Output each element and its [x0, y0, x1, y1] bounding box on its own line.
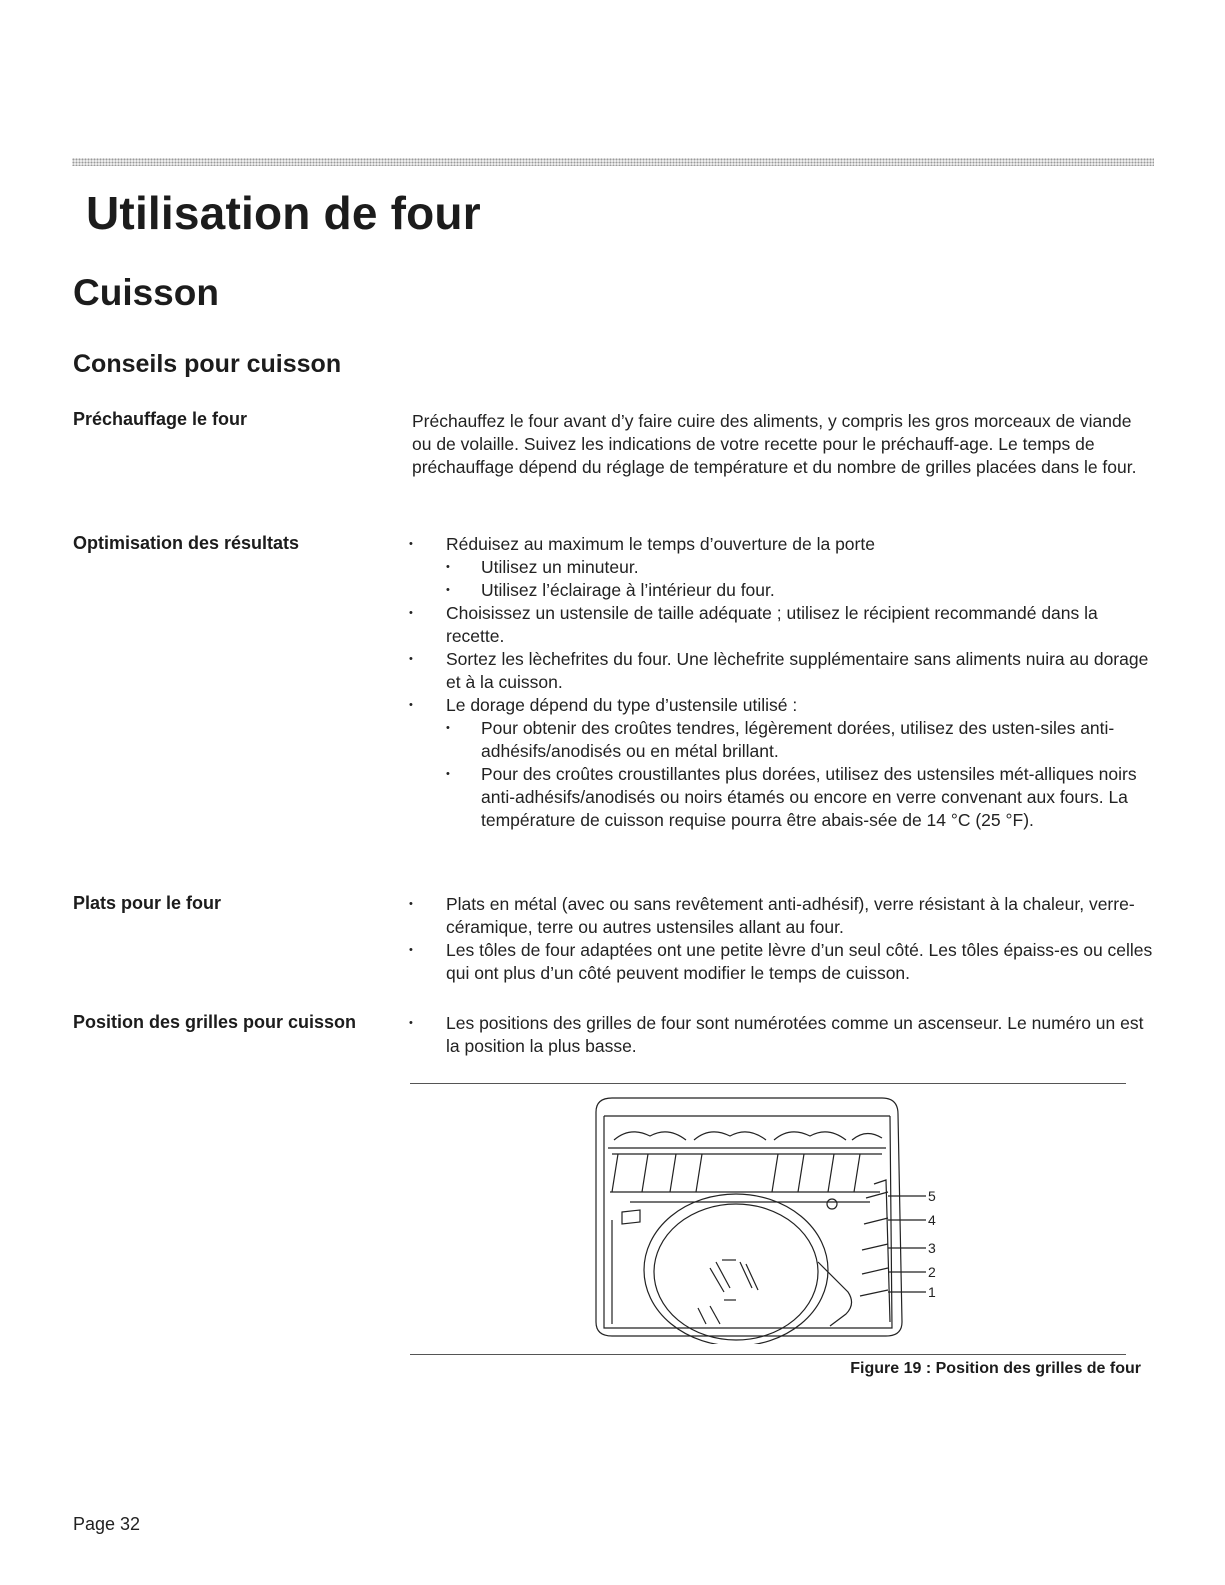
list-item: • Choisissez un ustensile de taille adéquate ; utilisez le récipient recommandé dans la recette.: [409, 602, 1153, 648]
list-item: • Plats en métal (avec ou sans revêtement anti-adhésif), verre résistant à la chaleur, verre-céramique, terre ou autres ustensiles allant au four.: [409, 893, 1153, 939]
page-title: Utilisation de four: [86, 187, 481, 239]
figure-top-rule: [410, 1083, 1126, 1084]
section-title: Cuisson: [73, 272, 219, 313]
rack-number-2: 2: [928, 1264, 936, 1280]
sub-list-item: • Pour obtenir des croûtes tendres, légèrement dorées, utilisez des usten-siles anti-adhésifs/anodisés ou en métal brillant.: [446, 717, 1153, 763]
page-number: Page 32: [73, 1514, 141, 1534]
optimisation-label: Optimisation des résultats: [73, 533, 300, 553]
figure-caption: Figure 19 : Position des grilles de four: [850, 1360, 1141, 1377]
list-item: • Les tôles de four adaptées ont une petite lèvre d’un seul côté. Les tôles épaiss-es ou celles qui ont plus d’un côté peuvent modifier le temps de cuisson.: [409, 939, 1153, 985]
sub-list-item: • Pour des croûtes croustillantes plus dorées, utilisez des ustensiles mét-alliques noirs anti-adhésifs/anodisés ou noirs étamés ou encore en verre convenant aux fours. La température de cuisson requise pourra être abais-sée de 14 °C (25 °F).: [446, 763, 1153, 832]
sub-list: [446, 717, 1153, 832]
list-item: • Les positions des grilles de four sont numérotées comme un ascenseur. Le numéro un est la position la plus basse.: [409, 1012, 1153, 1058]
dotted-header-rule: [72, 158, 1154, 166]
oven-rack-diagram: [590, 1092, 950, 1344]
subsection-title: Conseils pour cuisson: [73, 350, 342, 378]
plats-list: [409, 893, 1153, 985]
preheat-label: Préchauffage le four: [73, 409, 248, 429]
rack-number-4: 4: [928, 1212, 936, 1228]
sub-list-item: • Utilisez l’éclairage à l’intérieur du four.: [446, 579, 1153, 602]
sub-list: [446, 556, 1153, 602]
rack-number-3: 3: [928, 1240, 936, 1256]
rack-number-1: 1: [928, 1284, 936, 1300]
preheat-text: Préchauffez le four avant d’y faire cuire des aliments, y compris les gros morceaux de viande ou de volaille. Suivez les indications de votre recette pour le préchauff-age. Le temps de préchauffage dépend du réglage de température et du nombre de grilles placées dans le four.: [412, 411, 1137, 477]
sub-list-item: • Utilisez un minuteur.: [446, 556, 1153, 579]
grilles-label: Position des grilles pour cuisson: [73, 1012, 357, 1032]
plats-label: Plats pour le four: [73, 893, 222, 913]
list-item: • Sortez les lèchefrites du four. Une lèchefrite supplémentaire sans aliments nuira au dorage et à la cuisson.: [409, 648, 1153, 694]
rack-number-5: 5: [928, 1188, 936, 1204]
optimisation-list: [409, 533, 1153, 832]
figure-bottom-rule: [410, 1354, 1126, 1355]
grilles-list: [409, 1012, 1153, 1058]
list-item: • Réduisez au maximum le temps d’ouverture de la porte • Utilisez un minuteur. • Utilisez l’éclairage à l’intérieur du four.: [409, 533, 1153, 602]
list-item: • Le dorage dépend du type d’ustensile utilisé : • Pour obtenir des croûtes tendres, légèrement dorées, utilisez des usten-siles anti-adhésifs/anodisés ou en métal brillant. • Pour des croûtes croustillantes plus dorées, utilisez des ustensiles mét-alliques noirs anti-adhésifs/anodisés ou noirs étamés ou encore en verre convenant aux fours. La température de cuisson requise pourra être abais-sée de 14 °C (25 °F).: [409, 694, 1153, 832]
